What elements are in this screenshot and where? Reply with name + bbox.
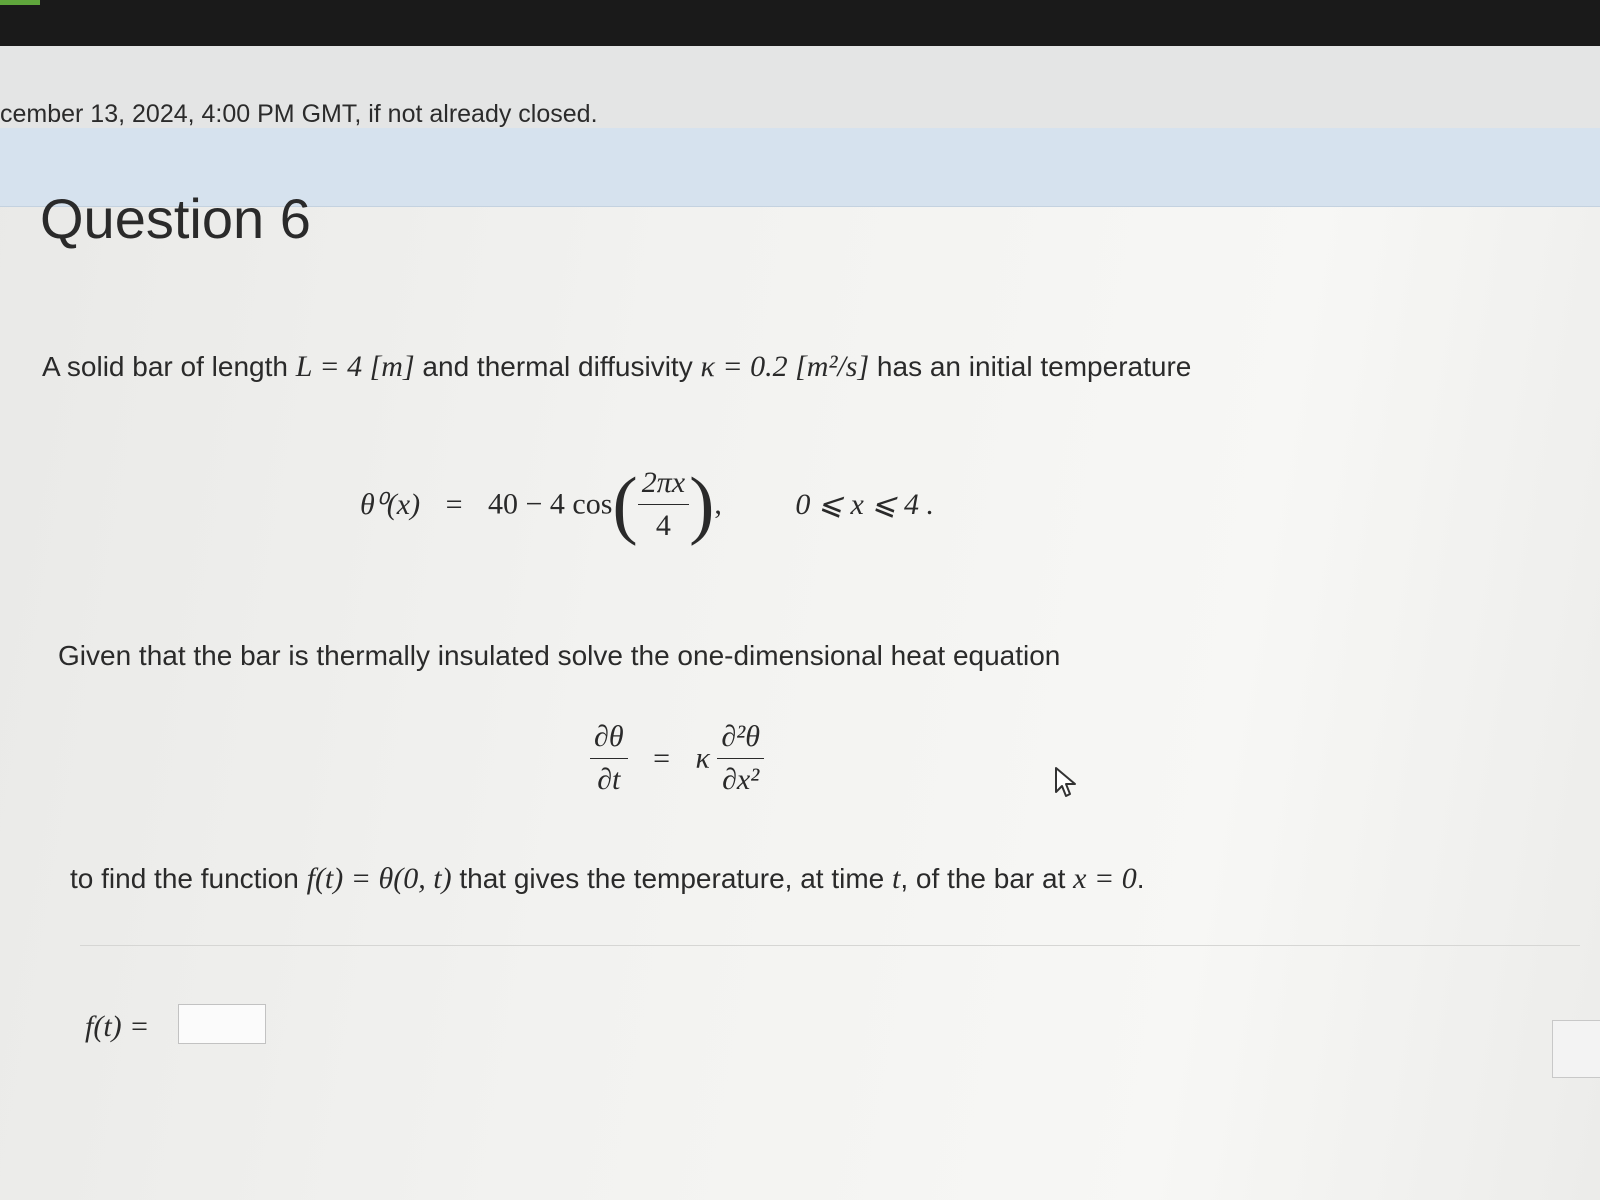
function-definition: f(t) = θ(0, t): [306, 862, 452, 895]
heat-eq-lhs-den: ∂t: [597, 763, 621, 796]
mouse-pointer-icon: [1053, 766, 1083, 800]
task-text-2: that gives the temperature, at time: [451, 863, 893, 894]
initial-eq-fraction: [638, 466, 689, 543]
initial-eq-rhs: 40 − 4 cos: [487, 487, 613, 521]
heat-eq-lhs-fraction: [590, 720, 628, 797]
window-edge-accent: [0, 0, 40, 5]
left-paren: (: [612, 462, 638, 547]
intro-text-1: A solid bar of length: [42, 351, 296, 382]
question-intro: [42, 350, 1191, 384]
heat-eq-rhs-fraction: [717, 720, 764, 797]
instruction-paragraph: Given that the bar is thermally insulated solve the one-dimensional heat equation: [58, 640, 1061, 671]
heat-eq-lhs-num: ∂θ: [590, 720, 628, 759]
intro-text-2: and thermal diffusivity: [414, 351, 701, 382]
task-text-1: to find the function: [70, 863, 307, 894]
heat-eq-rhs-num: ∂²θ: [717, 720, 764, 759]
initial-temperature-equation: [360, 462, 934, 547]
initial-eq-equals: =: [445, 487, 463, 521]
initial-eq-domain: 0 ⩽ x ⩽ 4 .: [795, 488, 934, 521]
right-paren: ): [689, 462, 715, 547]
quiz-closing-notice: cember 13, 2024, 4:00 PM GMT, if not already closed.: [0, 100, 598, 128]
task-text-3: , of the bar at: [900, 863, 1074, 894]
task-paragraph: [70, 862, 1144, 896]
heat-eq-equals: =: [653, 741, 670, 775]
fraction-denominator: 4: [655, 509, 671, 542]
task-text-4: .: [1136, 863, 1145, 894]
question-title: Question 6: [40, 187, 311, 250]
heat-equation: [590, 720, 764, 797]
section-divider: [80, 945, 1580, 946]
initial-eq-lhs: θ⁰(x): [360, 488, 421, 521]
initial-eq-comma: ,: [714, 487, 722, 521]
answer-input[interactable]: [178, 1004, 266, 1044]
intro-text-3: has an initial temperature: [869, 351, 1192, 382]
heat-eq-kappa: κ: [695, 741, 710, 775]
time-variable: t: [892, 862, 901, 895]
answer-label: f(t) =: [85, 1010, 150, 1043]
length-expression: L = 4 [m]: [295, 350, 415, 383]
position-condition: x = 0: [1073, 862, 1137, 895]
fraction-numerator: 2πx: [638, 466, 689, 505]
side-input-box[interactable]: [1552, 1020, 1600, 1078]
diffusivity-expression: κ = 0.2 [m²/s]: [700, 350, 870, 383]
heat-eq-rhs-den: ∂x²: [722, 763, 760, 796]
